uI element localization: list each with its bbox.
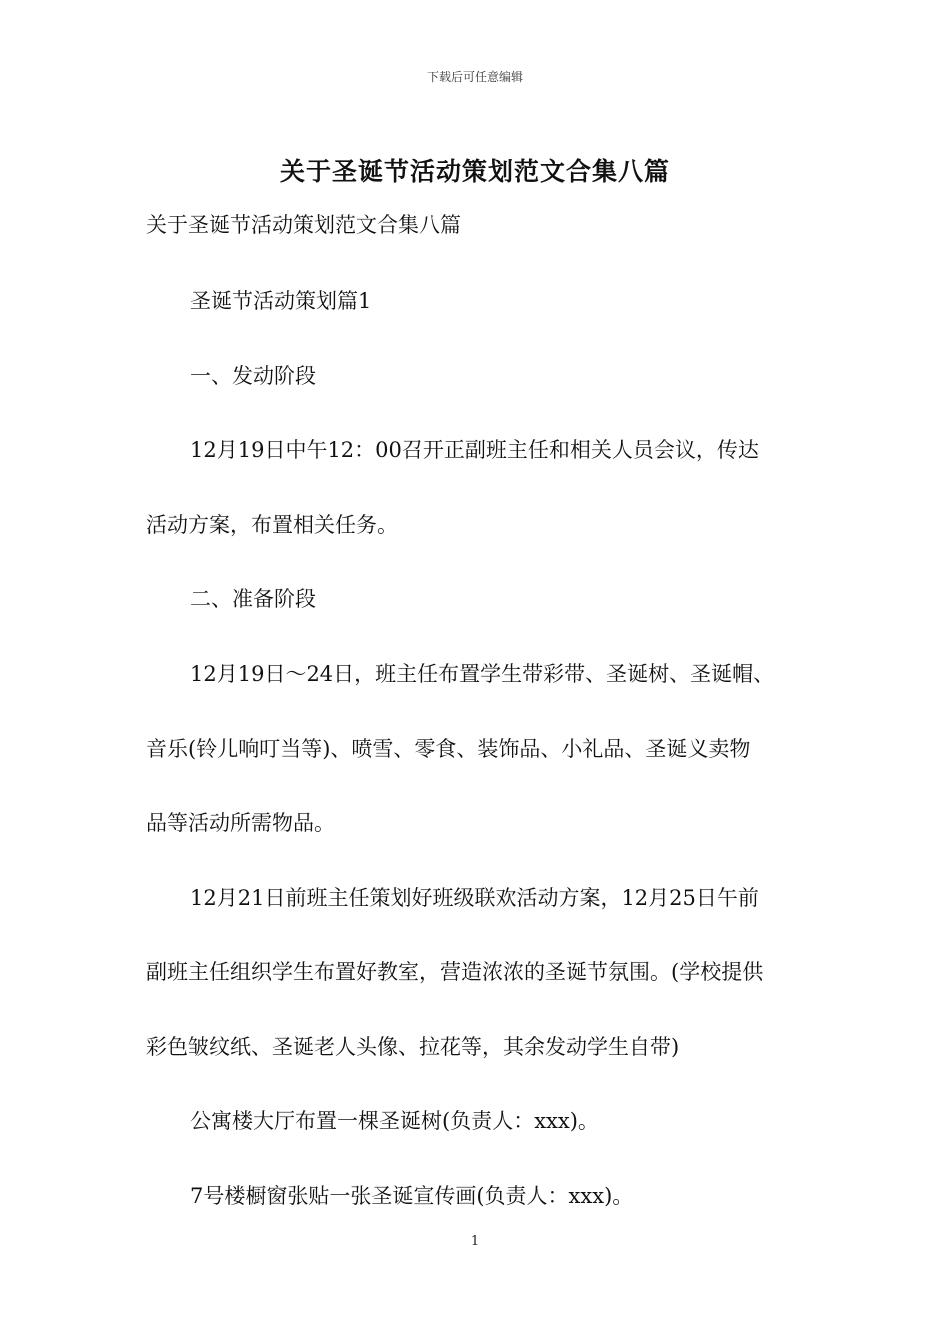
subtitle-line: 关于圣诞节活动策划范文合集八篇 <box>146 213 461 237</box>
paragraph-line: 7号楼橱窗张贴一张圣诞宣传画(负责人：xxx)。 <box>190 1184 634 1208</box>
section-heading: 二、准备阶段 <box>190 587 316 611</box>
page-number: 1 <box>470 1234 480 1249</box>
paragraph-line: 公寓楼大厅布置一棵圣诞树(负责人：xxx)。 <box>190 1109 599 1133</box>
paragraph-line: 品等活动所需物品。 <box>146 811 335 835</box>
paragraph-line: 活动方案，布置相关任务。 <box>146 513 398 537</box>
document-title: 关于圣诞节活动策划范文合集八篇 <box>279 157 670 186</box>
paragraph-line: 12月21日前班主任策划好班级联欢活动方案，12月25日午前 <box>190 886 759 910</box>
paragraph-line: 12月19日中午12：00召开正副班主任和相关人员会议，传达 <box>190 438 759 462</box>
paragraph-line: 音乐(铃儿响叮当等)、喷雪、零食、装饰品、小礼品、圣诞义卖物 <box>146 737 751 761</box>
header-note: 下载后可任意编辑 <box>426 70 523 84</box>
paragraph-line: 副班主任组织学生布置好教室，营造浓浓的圣诞节氛围。(学校提供 <box>146 960 764 984</box>
paragraph-line: 彩色皱纹纸、圣诞老人头像、拉花等，其余发动学生自带) <box>146 1035 680 1059</box>
paragraph-line: 12月19日～24日，班主任布置学生带彩带、圣诞树、圣诞帽、 <box>190 662 775 686</box>
section-heading: 圣诞节活动策划篇1 <box>190 289 372 313</box>
section-heading: 一、发动阶段 <box>190 364 316 388</box>
